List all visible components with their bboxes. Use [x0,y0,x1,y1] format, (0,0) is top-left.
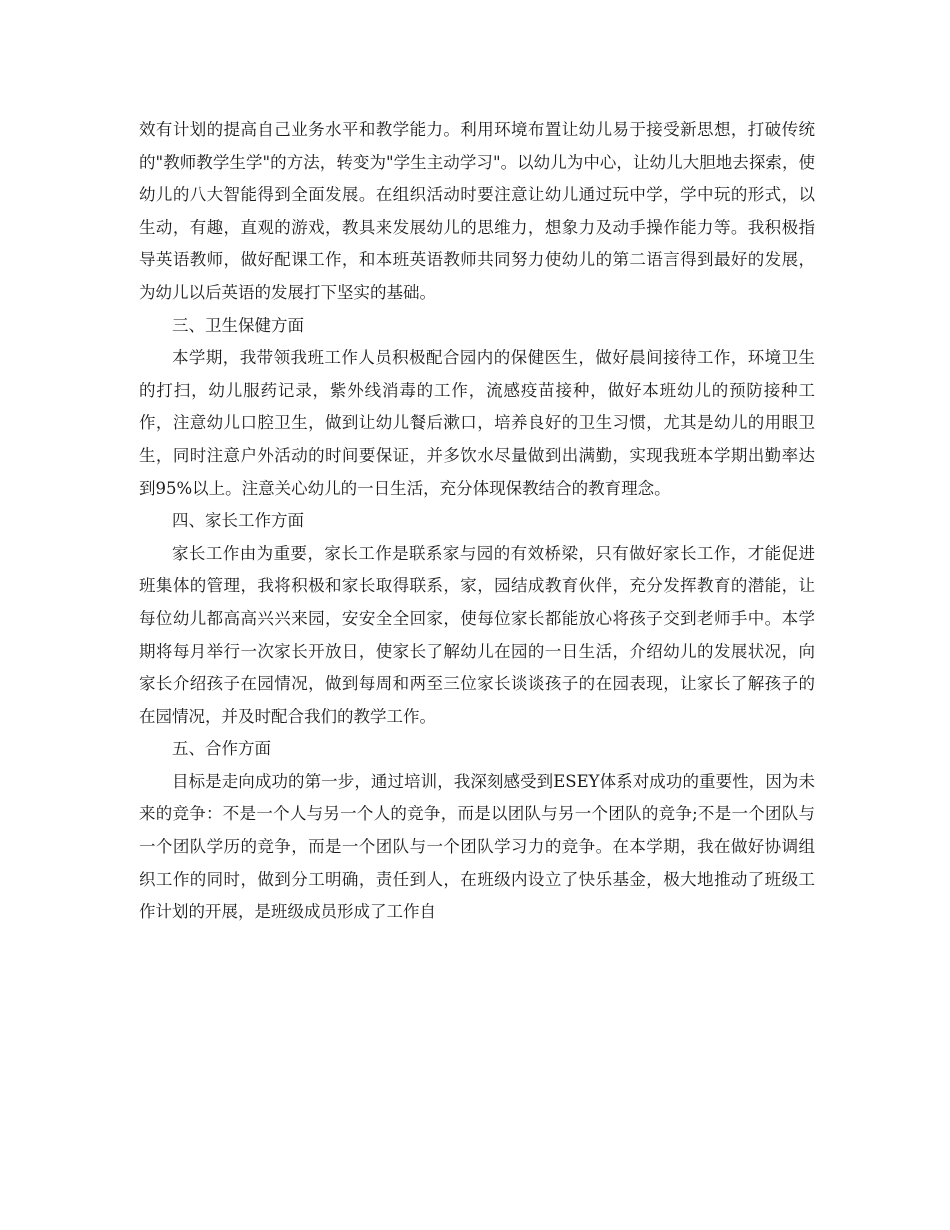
paragraph-health-care: 本学期，我带领我班工作人员积极配合园内的保健医生，做好晨间接待工作，环境卫生的打扫，幼儿服药记录，紫外线消毒的工作，流感疫苗接种，做好本班幼儿的预防接种工作，注意幼儿口腔卫生，做到让幼儿餐后漱口，培养良好的卫生习惯，尤其是幼儿的用眼卫生，同时注意户外活动的时间要保证，并多饮水尽量做到出满勤，实现我班本学期出勤率达到95%以上。注意关心幼儿的一日生活，充分体现保教结合的教育理念。 [139,348,815,498]
heading-cooperation: 五、合作方面 [172,739,271,759]
paragraph-teaching: 效有计划的提高自己业务水平和教学能力。利用环境布置让幼儿易于接受新思想，打破传统的"教师教学生学"的方法，转变为"学生主动学习"。以幼儿为中心，让幼儿大胆地去探索，使幼儿的八大智能得到全面发展。在组织活动时要注意让幼儿通过玩中学，学中玩的形式，以生动，有趣，直观的游戏，教具来发展幼儿的思维力，想象力及动手操作能力等。我积极指导英语教师，做好配课工作，和本班英语教师共同努力使幼儿的第二语言得到最好的发展，为幼儿以后英语的发展打下坚实的基础。 [139,120,815,302]
document-body [139,114,815,929]
heading-health-care: 三、卫生保健方面 [172,315,304,335]
paragraph-parent-work: 家长工作由为重要，家长工作是联系家与园的有效桥梁，只有做好家长工作，才能促进班集体的管理，我将积极和家长取得联系，家，园结成教育伙伴，充分发挥教育的潜能，让每位幼儿都高高兴兴来园，安安全全回家，使每位家长都能放心将孩子交到老师手中。本学期将每月举行一次家长开放日，使家长了解幼儿在园的一日生活，介绍幼儿的发展状况，向家长介绍孩子在园情况，做到每周和两至三位家长谈谈孩子的在园表现，让家长了解孩子的在园情况，并及时配合我们的教学工作。 [139,543,815,726]
heading-parent-work: 四、家长工作方面 [172,511,304,531]
paragraph-cooperation: 目标是走向成功的第一步，通过培训，我深刻感受到ESEY体系对成功的重要性，因为未来的竞争：不是一个人与另一个人的竞争，而是以团队与另一个团队的竞争;不是一个团队与一个团队学历的竞争，而是一个团队与一个团队学习力的竞争。在本学期，我在做好协调组织工作的同时，做到分工明确，责任到人，在班级内设立了快乐基金，极大地推动了班级工作计划的开展，是班级成员形成了工作自 [139,771,815,922]
